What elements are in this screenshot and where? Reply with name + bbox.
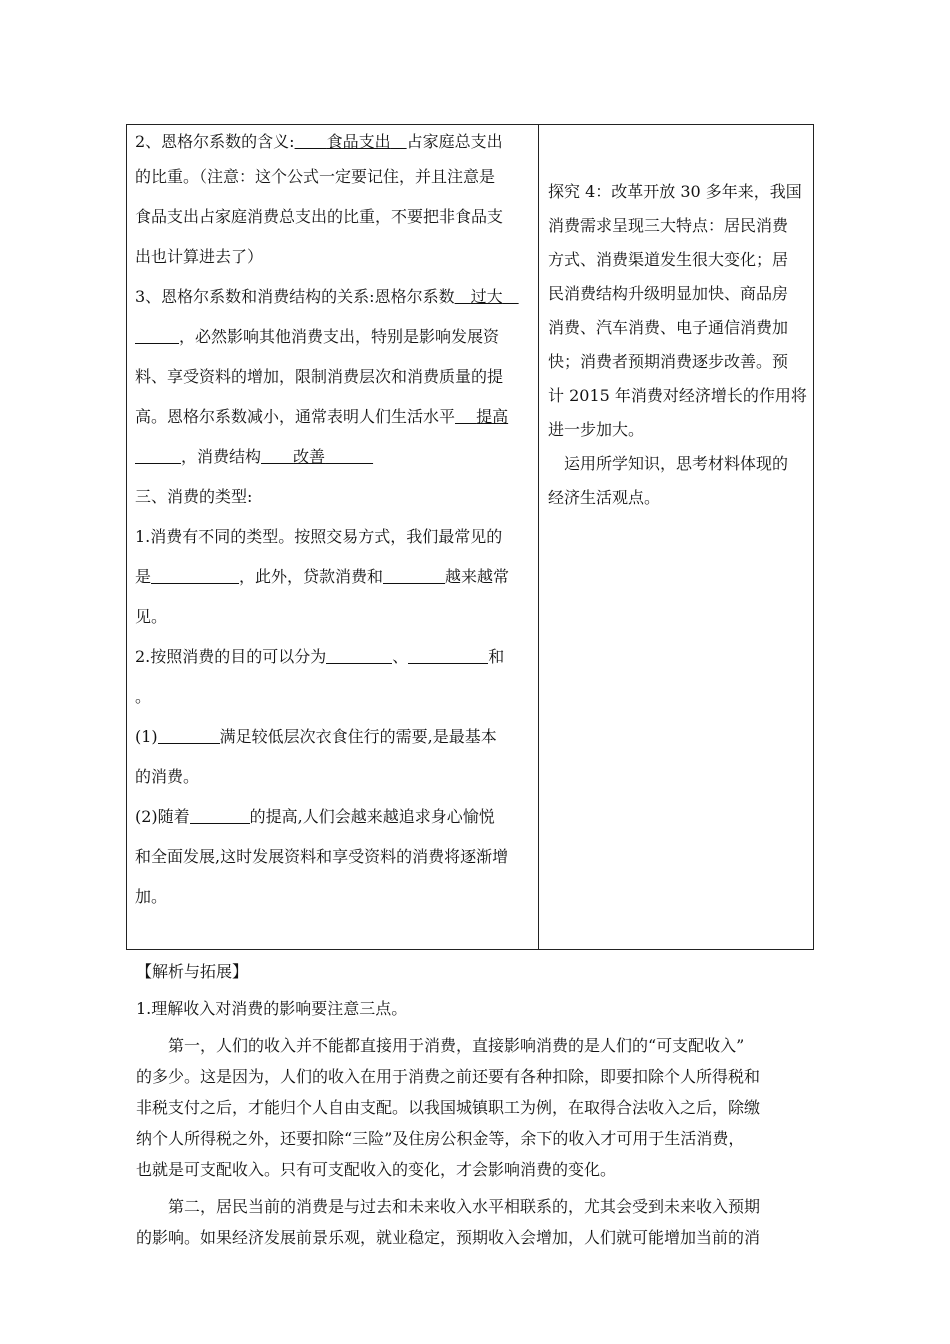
engel-relation-line-2: ，必然影响其他消费支出，特别是影响发展资 — [135, 317, 531, 357]
analysis-paragraph-line: 的多少。这是因为，人们的收入在用于消费之前还要有各种扣除，即要扣除个人所得税和 — [136, 1067, 761, 1086]
engel-definition-line-4: 出也计算进去了） — [135, 247, 264, 266]
question-1-line-1: 1.消费有不同的类型。按照交易方式，我们最常见的 — [135, 527, 503, 546]
question-2-line-2: 。 — [135, 687, 152, 706]
column-divider — [538, 125, 539, 949]
analysis-paragraph-line: 也就是可支配收入。只有可支配收入的变化，才会影响消费的变化。 — [136, 1160, 617, 1179]
engel-definition-line-3: 食品支出占家庭消费总支出的比重，不要把非食品支 — [135, 207, 504, 226]
engel-relation-line-1: 3、恩格尔系数和消费结构的关系:恩格尔系数 过大 — [135, 287, 503, 306]
inquiry-4-line: 快；消费者预期消费逐步改善。预 — [548, 352, 789, 371]
analysis-title: 【解析与拓展】 — [136, 962, 249, 981]
answer-upgrade: 改善 — [293, 447, 326, 466]
answer-blank — [151, 565, 239, 584]
answer-blank — [190, 805, 250, 824]
analysis-point-1: 1.理解收入对消费的影响要注意三点。 — [136, 999, 408, 1018]
answer-food-expenditure: 食品支出 — [326, 132, 391, 151]
analysis-paragraph-line: 的影响。如果经济发展前景乐观，就业稳定，预期收入会增加，人们就可能增加当前的消 — [136, 1228, 761, 1247]
underline-blank — [135, 445, 181, 464]
question-2b-line-1: (2)随着 的提高,人们会越来越追求身心愉悦 — [135, 807, 495, 826]
worksheet-table — [126, 124, 814, 950]
question-2-line-1: 2.按照消费的目的可以分为 、 和 — [135, 647, 505, 666]
analysis-paragraph-line: 第一，人们的收入并不能都直接用于消费，直接影响消费的是人们的“可支配收入” — [136, 1036, 745, 1055]
underline-blank — [135, 325, 179, 344]
analysis-section — [136, 956, 816, 1253]
right-column — [548, 175, 810, 515]
answer-blank — [383, 565, 445, 584]
inquiry-4-line: 计 2015 年消费对经济增长的作用将 — [548, 386, 807, 405]
left-column — [135, 127, 531, 917]
analysis-paragraph-line: 纳个人所得税之外，还要扣除“三险”及住房公积金等，余下的收入才可用于生活消费， — [136, 1129, 745, 1148]
answer-too-large: 过大 — [470, 287, 503, 306]
question-2b-line-3: 加。 — [135, 887, 168, 906]
question-2a-line-1: (1) 满足较低层次衣食住行的需要,是最基本 — [135, 727, 497, 746]
analysis-paragraph-line: 非税支付之后，才能归个人自由支配。以我国城镇职工为例，在取得合法收入之后，除缴 — [136, 1098, 761, 1117]
engel-definition-line-2: 的比重。（注意：这个公式一定要记住，并且注意是 — [135, 167, 496, 186]
analysis-paragraph-line: 第二，居民当前的消费是与过去和未来收入水平相联系的，尤其会受到未来收入预期 — [136, 1197, 761, 1216]
answer-blank — [326, 645, 392, 664]
inquiry-4-line: 方式、消费渠道发生很大变化；居 — [548, 250, 789, 269]
inquiry-4-line: 民消费结构升级明显加快、商品房 — [548, 284, 789, 303]
engel-definition-line-1: 2、恩格尔系数的含义: 食品支出 占家庭总支出 — [135, 132, 503, 151]
section-3-title: 三、消费的类型: — [135, 487, 253, 506]
question-1-line-3: 见。 — [135, 607, 168, 626]
answer-blank — [408, 645, 488, 664]
engel-relation-line-3: 料、享受资料的增加，限制消费层次和消费质量的提 — [135, 367, 504, 386]
question-1-line-2: 是 ，此外，贷款消费和 越来越常 — [135, 567, 510, 586]
question-2a-line-2: 的消费。 — [135, 767, 200, 786]
inquiry-4-line: 消费、汽车消费、电子通信消费加 — [548, 318, 789, 337]
engel-relation-line-5: ，消费结构 改善 — [135, 437, 531, 477]
answer-improve: 提高 — [476, 407, 509, 426]
inquiry-4-line: 探究 4：改革开放 30 多年来，我国 — [548, 182, 802, 201]
inquiry-task-line: 经济生活观点。 — [548, 488, 661, 507]
inquiry-4-line: 消费需求呈现三大特点：居民消费 — [548, 216, 789, 235]
engel-relation-line-4: 高。恩格尔系数减小，通常表明人们生活水平 提高 — [135, 407, 509, 426]
question-2b-line-2: 和全面发展,这时发展资料和享受资料的消费将逐渐增 — [135, 847, 509, 866]
inquiry-4-line: 进一步加大。 — [548, 420, 645, 439]
inquiry-task-line: 运用所学知识，思考材料体现的 — [548, 454, 789, 473]
answer-blank — [158, 725, 220, 744]
